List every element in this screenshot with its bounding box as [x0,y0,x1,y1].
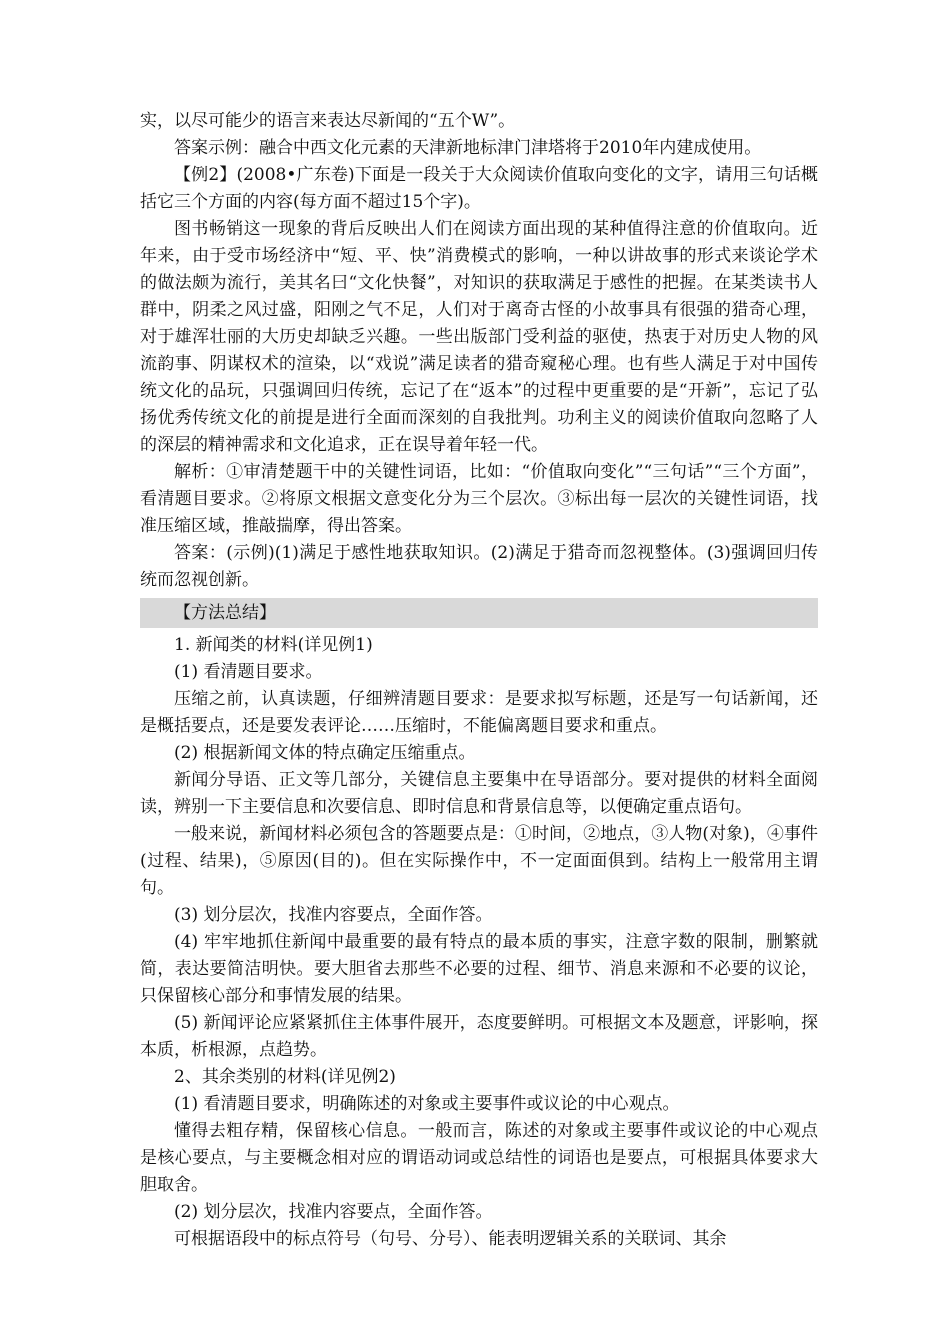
summary-item: (1) 看清题目要求，明确陈述的对象或主要事件或议论的中心观点。 [174,1094,680,1114]
paragraph: 实，以尽可能少的语言来表达尽新闻的“五个W”。 [140,111,516,131]
summary-item: 压缩之前，认真读题，仔细辨清题目要求：是要求拟写标题，还是写一句话新闻，还是概括要点，还是要发表评论……压缩时，不能偏离题目要求和重点。 [140,689,818,736]
document-page [140,108,818,1253]
summary-item: 1. 新闻类的材料(详见例1) [174,635,373,655]
paragraph: 答案示例：融合中西文化元素的天津新地标津门津塔将于2010年内建成使用。 [174,138,762,158]
summary-item: (2) 根据新闻文体的特点确定压缩重点。 [174,743,476,763]
summary-item: 2、其余类别的材料(详见例2) [174,1067,396,1087]
summary-item: 懂得去粗存精，保留核心信息。一般而言，陈述的对象或主要事件或议论的中心观点是核心要点，与主要概念相对应的谓语动词或总结性的词语也是要点，可根据具体要求大胆取舍。 [140,1121,818,1195]
summary-item: (3) 划分层次，找准内容要点，全面作答。 [174,905,493,925]
example-question: 【例2】(2008•广东卷)下面是一段关于大众阅读价值取向变化的文字，请用三句话概括它三个方面的内容(每方面不超过15个字)。 [140,165,818,212]
summary-item: (1) 看清题目要求。 [174,662,323,682]
summary-item: 可根据语段中的标点符号（句号、分号）、能表明逻辑关系的关联词、其余 [174,1229,727,1249]
answer-paragraph: 答案：(示例)(1)满足于感性地获取知识。(2)满足于猎奇而忽视整体。(3)强调回归传统而忽视创新。 [140,543,818,590]
analysis-paragraph: 解析：①审清楚题干中的关键性词语，比如：“价值取向变化”“三句话”“三个方面”，看清题目要求。②将原文根据文意变化分为三个层次。③标出每一层次的关键性词语，找准压缩区域，推敲揣摩，得出答案。 [140,462,818,536]
summary-item: (5) 新闻评论应紧紧抓住主体事件展开，态度要鲜明。可根据文本及题意，评影响，探本质，析根源，点趋势。 [140,1013,818,1060]
summary-item: 一般来说，新闻材料必须包含的答题要点是：①时间，②地点，③人物(对象)，④事件(过程、结果)，⑤原因(目的)。但在实际操作中，不一定面面俱到。结构上一般常用主谓句。 [140,824,818,898]
summary-item: (4) 牢牢地抓住新闻中最重要的最有特点的最本质的事实，注意字数的限制，删繁就简，表达要简洁明快。要大胆省去那些不必要的过程、细节、消息来源和不必要的议论，只保留核心部分和事情发展的结果。 [140,932,818,1006]
section-heading: 【方法总结】 [140,598,818,628]
passage-text: 图书畅销这一现象的背后反映出人们在阅读方面出现的某种值得注意的价值取向。近年来，由于受市场经济中“短、平、快”消费模式的影响，一种以讲故事的形式来谈论学术的做法颇为流行，美其名曰“文化快餐”，对知识的获取满足于感性的把握。在某类读书人群中，阴柔之风过盛，阳刚之气不足，人们对于离奇古怪的小故事具有很强的猎奇心理，对于雄浑壮丽的大历史却缺乏兴趣。一些出版部门受利益的驱使，热衷于对历史人物的风流韵事、阴谋权术的渲染，以“戏说”满足读者的猎奇窥秘心理。也有些人满足于对中国传统文化的品玩，只强调回归传统，忘记了在“返本”的过程中更重要的是“开新”，忘记了弘扬优秀传统文化的前提是进行全面而深刻的自我批判。功利主义的阅读价值取向忽略了人的深层的精神需求和文化追求，正在误导着年轻一代。 [140,219,818,455]
summary-item: 新闻分导语、正文等几部分，关键信息主要集中在导语部分。要对提供的材料全面阅读，辨别一下主要信息和次要信息、即时信息和背景信息等，以便确定重点语句。 [140,770,818,817]
summary-item: (2) 划分层次，找准内容要点，全面作答。 [174,1202,493,1222]
